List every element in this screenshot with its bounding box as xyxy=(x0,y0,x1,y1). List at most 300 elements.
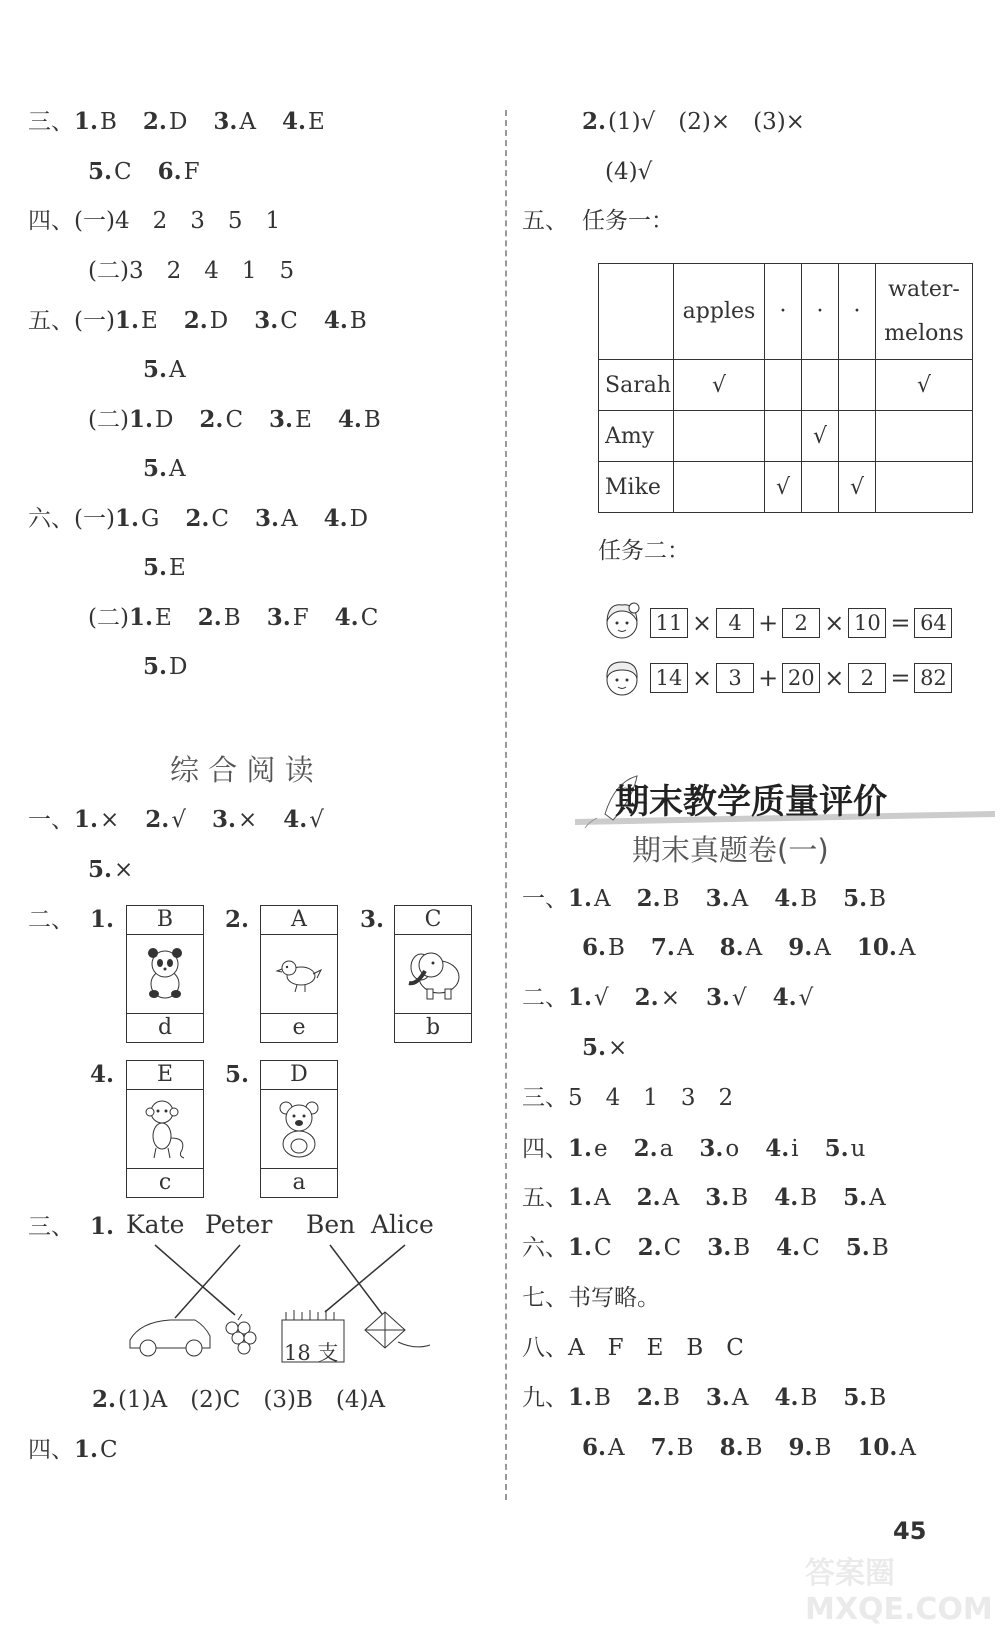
match-line xyxy=(330,1245,385,1318)
question-number: 1. xyxy=(74,806,99,833)
question-number: 2. xyxy=(185,505,210,532)
question-number: 5. xyxy=(845,1234,870,1261)
pencil-box-label: 18 支 xyxy=(284,1341,339,1365)
car-icon xyxy=(130,1320,210,1356)
question-number: 3. xyxy=(266,604,291,631)
section-banner xyxy=(575,770,995,830)
q-si-last xyxy=(28,1435,118,1465)
question-number: 1. xyxy=(114,505,139,532)
question-number: 2. xyxy=(636,1184,661,1211)
question-number: 2. xyxy=(636,1384,661,1411)
section-label: 六、 xyxy=(28,506,74,532)
answer-value: B xyxy=(223,605,241,631)
r-liu-row xyxy=(522,1233,889,1263)
answer-value: B xyxy=(676,1435,694,1461)
sub-part-label: (二) xyxy=(88,407,129,433)
answer-value: A xyxy=(745,935,763,961)
column-divider xyxy=(505,110,507,1500)
answer-value: × xyxy=(114,857,134,883)
question-number: 4. xyxy=(283,806,308,833)
table-cell xyxy=(802,360,839,411)
q-liu-row3 xyxy=(88,603,378,633)
answer-value: B xyxy=(733,1235,751,1261)
picture-card-4 xyxy=(126,1060,204,1198)
question-number: 1. xyxy=(568,1234,593,1261)
section-label: 三、 xyxy=(28,109,74,135)
match-num: 1. xyxy=(90,1213,115,1240)
question-number: 4. xyxy=(282,108,307,135)
section-label: 五、 xyxy=(522,1185,568,1211)
question-number: 2. xyxy=(636,885,661,912)
question-number: 2. xyxy=(637,1234,662,1261)
card-bottom-letter: e xyxy=(261,1013,337,1042)
answer-value: C xyxy=(360,605,379,631)
picture-card-3 xyxy=(394,905,472,1043)
question-number: 4. xyxy=(337,406,362,433)
answer-value: A xyxy=(280,506,298,532)
task2-label: 任务二： xyxy=(598,538,690,564)
r-ba-row xyxy=(522,1333,744,1363)
answer-value: D xyxy=(168,109,188,135)
q-san-2 xyxy=(92,1385,385,1415)
r-jiu-row1 xyxy=(522,1383,886,1413)
banner-title: 期末教学质量评价 xyxy=(615,782,887,822)
answer-value: E xyxy=(154,605,172,631)
answer-value: B xyxy=(869,886,887,912)
eq-box: 2 xyxy=(782,608,820,638)
answer-value: √ xyxy=(309,807,324,833)
card-num-4: 4. xyxy=(90,1061,115,1088)
question-number: 2. xyxy=(197,604,222,631)
answer-text: (1)√ (2)× (3)× xyxy=(608,109,805,135)
section-label: 五、 xyxy=(28,308,74,334)
question-number: 7. xyxy=(650,934,675,961)
answer-value: o xyxy=(725,1136,740,1162)
section-label: 七、 xyxy=(522,1285,568,1311)
answer-value: B xyxy=(363,407,381,433)
table-cell: √ xyxy=(802,411,839,462)
question-number: 5. xyxy=(824,1135,849,1162)
answer-text: 5 4 1 3 2 xyxy=(568,1085,734,1111)
table-cell xyxy=(876,462,973,513)
q-yi-row2 xyxy=(88,855,133,885)
page-number: 45 xyxy=(893,1517,927,1545)
q-wu-row1 xyxy=(28,306,367,336)
sub-part-label: (二) xyxy=(88,605,129,631)
answer-value: × xyxy=(237,807,258,833)
elephant-icon xyxy=(401,945,465,1003)
question-number: 1. xyxy=(74,108,99,135)
equation-boy xyxy=(598,654,952,702)
question-number: 1. xyxy=(568,885,593,912)
card-top-letter: E xyxy=(127,1061,203,1090)
answer-value: √ xyxy=(171,807,186,833)
card-top-letter: C xyxy=(395,906,471,935)
question-number: 4. xyxy=(323,307,348,334)
question-number: 5. xyxy=(88,158,113,185)
eq-box: 2 xyxy=(848,663,886,693)
q-san-row1 xyxy=(28,107,325,137)
eq-operator: = xyxy=(890,609,911,637)
card-top-letter: B xyxy=(127,906,203,935)
question-number: 8. xyxy=(719,1434,744,1461)
answer-text: (1)A (2)C (3)B (4)A xyxy=(118,1387,386,1413)
section-title: 综 合 阅 读 xyxy=(170,753,314,787)
answer-value: √ xyxy=(731,985,747,1011)
table-cell xyxy=(839,411,876,462)
match-line xyxy=(155,1245,235,1315)
table-row xyxy=(599,411,973,462)
eq-box: 82 xyxy=(914,663,952,693)
answer-value: × xyxy=(100,807,120,833)
equation-girl xyxy=(598,599,952,647)
answer-value: A xyxy=(898,935,916,961)
eq-operator: + xyxy=(758,664,779,692)
r-q2-row1 xyxy=(582,107,805,137)
answer-value: A xyxy=(676,935,694,961)
table-cell xyxy=(674,411,765,462)
question-number: 1. xyxy=(128,406,153,433)
answer-text: A F E B C xyxy=(568,1335,744,1361)
table-cell xyxy=(765,411,802,462)
section-label: 五、 xyxy=(522,208,568,234)
question-number: 4. xyxy=(334,604,359,631)
question-number: 5. xyxy=(143,455,168,482)
grapes-icon xyxy=(226,1314,256,1354)
answer-value: C xyxy=(225,407,244,433)
table-cell: √ xyxy=(765,462,802,513)
question-number: 4. xyxy=(774,1384,799,1411)
question-number: 9. xyxy=(788,934,813,961)
answer-value: F xyxy=(292,605,309,631)
question-number: 10. xyxy=(856,934,897,961)
q-liu-row4 xyxy=(143,652,187,682)
question-number: 1. xyxy=(128,604,153,631)
q-yi-row1 xyxy=(28,805,324,835)
name-alice: Alice xyxy=(371,1210,434,1239)
answer-value: A xyxy=(814,935,831,961)
card-bottom-letter: c xyxy=(127,1168,203,1197)
card-num-3: 3. xyxy=(360,906,385,933)
question-number: 2. xyxy=(92,1386,117,1413)
picture-card-1 xyxy=(126,905,204,1043)
table-row xyxy=(599,462,973,513)
bear-icon xyxy=(272,1100,326,1158)
card-top-letter: A xyxy=(261,906,337,935)
r-jiu-row2 xyxy=(582,1433,916,1463)
task1-label: 任务一： xyxy=(582,208,674,234)
table-header-cell: · xyxy=(802,264,839,360)
question-number: 2. xyxy=(145,806,170,833)
answer-value: × xyxy=(608,1035,628,1061)
answer-value: A xyxy=(869,1185,886,1211)
question-number: 3. xyxy=(254,307,279,334)
q-si-row1 xyxy=(28,206,280,236)
card-num-2: 2. xyxy=(225,906,250,933)
card-bottom-letter: d xyxy=(127,1013,203,1042)
r-q2-row2: (4)√ xyxy=(605,159,653,185)
question-number: 3. xyxy=(707,1234,732,1261)
table-header-row xyxy=(599,264,973,360)
eq-operator: × xyxy=(692,664,713,692)
eq-operator: × xyxy=(824,664,845,692)
question-number: 1. xyxy=(568,1135,593,1162)
eq-box: 4 xyxy=(716,608,754,638)
picture-card-5 xyxy=(260,1060,338,1198)
question-number: 3. xyxy=(705,885,730,912)
question-number: 4. xyxy=(776,1234,801,1261)
question-number: 1. xyxy=(568,984,593,1011)
r-san-row xyxy=(522,1083,733,1113)
answer-value: B xyxy=(662,1385,680,1411)
question-number: 2. xyxy=(582,108,607,135)
answer-value: A xyxy=(608,1435,625,1461)
q-san-row2 xyxy=(88,157,200,187)
question-number: 3. xyxy=(705,1384,730,1411)
r-yi-row1 xyxy=(522,884,886,914)
answer-value: B xyxy=(608,935,625,961)
q-wu-row2 xyxy=(143,355,186,385)
question-number: 6. xyxy=(582,934,607,961)
answer-value: u xyxy=(850,1136,866,1162)
girl-icon xyxy=(598,599,646,647)
answer-value: C xyxy=(594,1235,612,1261)
question-number: 3. xyxy=(699,1135,724,1162)
table-cell xyxy=(765,360,802,411)
answer-value: B xyxy=(662,886,680,912)
match-line xyxy=(175,1245,240,1318)
section-label: 二、 xyxy=(522,985,568,1011)
question-number: 5. xyxy=(143,554,168,581)
row-name: Amy xyxy=(599,411,674,462)
r-si-row xyxy=(522,1134,865,1164)
answer-text: C xyxy=(100,1437,118,1463)
question-number: 2. xyxy=(633,1135,658,1162)
question-number: 10. xyxy=(857,1434,898,1461)
answer-value: E xyxy=(295,407,312,433)
question-number: 3. xyxy=(213,108,238,135)
answer-value: a xyxy=(659,1136,674,1162)
question-number: 4. xyxy=(772,984,797,1011)
answer-value: A xyxy=(731,886,749,912)
table-header-cell: · xyxy=(765,264,802,360)
name-kate: Kate xyxy=(126,1210,185,1239)
sub-part-label: (一) xyxy=(74,308,115,334)
question-number: 7. xyxy=(650,1434,675,1461)
answer-value: √ xyxy=(798,985,814,1011)
table-cell xyxy=(674,462,765,513)
answer-value: D xyxy=(349,506,369,532)
answer-value: B xyxy=(800,1385,818,1411)
row-name: Mike xyxy=(599,462,674,513)
answer-value: A xyxy=(662,1185,680,1211)
question-number: 3. xyxy=(705,1184,730,1211)
question-number: 5. xyxy=(843,885,868,912)
table-header-cell xyxy=(599,264,674,360)
section-label: 四、 xyxy=(28,208,74,234)
card-top-letter: D xyxy=(261,1061,337,1090)
answer-value: A xyxy=(239,109,257,135)
question-number: 2. xyxy=(634,984,659,1011)
answer-value: B xyxy=(349,308,367,334)
table-row xyxy=(599,360,973,411)
question-number: 1. xyxy=(568,1184,593,1211)
r-qi-row xyxy=(522,1283,660,1313)
eq-box: 20 xyxy=(782,663,820,693)
q-liu-row2 xyxy=(143,553,186,583)
boy-icon xyxy=(598,654,646,702)
section-label: 一、 xyxy=(522,886,568,912)
question-number: 2. xyxy=(142,108,167,135)
section-label: 九、 xyxy=(522,1385,568,1411)
answer-value: B xyxy=(871,1235,889,1261)
question-number: 5. xyxy=(843,1384,868,1411)
answer-value: D xyxy=(154,407,174,433)
answer-text: (一)4 2 3 5 1 xyxy=(74,208,281,234)
card-num-5: 5. xyxy=(225,1061,250,1088)
r-er-row1 xyxy=(522,983,813,1013)
kite-icon xyxy=(365,1312,430,1348)
answer-value: D xyxy=(169,654,188,680)
r-wu-row2 xyxy=(522,1183,886,1213)
eq-box: 64 xyxy=(914,608,952,638)
answer-value: B xyxy=(745,1435,763,1461)
question-number: 2. xyxy=(183,307,208,334)
eq-box: 3 xyxy=(716,663,754,693)
picture-card-2 xyxy=(260,905,338,1043)
eq-box: 11 xyxy=(650,608,688,638)
r-yi-row2 xyxy=(582,933,915,963)
eq-box: 10 xyxy=(848,608,886,638)
section-label: 三、 xyxy=(522,1085,568,1111)
q-wu-row4 xyxy=(143,454,186,484)
r-wu-row xyxy=(522,206,674,236)
q-wu-row3 xyxy=(88,405,381,435)
section-label: 八、 xyxy=(522,1335,568,1361)
table-cell: √ xyxy=(674,360,765,411)
question-number: 3. xyxy=(269,406,294,433)
eq-operator: × xyxy=(692,609,713,637)
answer-value: C xyxy=(663,1235,682,1261)
table-cell: √ xyxy=(876,360,973,411)
exam-title: 期末真题卷(一) xyxy=(632,833,829,867)
answer-value: A xyxy=(731,1385,749,1411)
answer-text: (二)3 2 4 1 5 xyxy=(88,258,295,284)
answer-value: B xyxy=(731,1185,749,1211)
answer-value: C xyxy=(802,1235,820,1261)
answer-value: B xyxy=(869,1385,887,1411)
answer-value: × xyxy=(660,985,680,1011)
answer-value: C xyxy=(114,159,132,185)
table-cell xyxy=(839,360,876,411)
table-header-cell: · xyxy=(839,264,876,360)
question-number: 1. xyxy=(74,1436,99,1463)
answer-value: A xyxy=(899,1435,917,1461)
question-number: 6. xyxy=(157,158,182,185)
answer-value: D xyxy=(209,308,229,334)
monkey-icon xyxy=(140,1098,190,1160)
question-number: 5. xyxy=(143,653,168,680)
answer-value: B xyxy=(594,1385,611,1411)
eq-box: 14 xyxy=(650,663,688,693)
answer-value: e xyxy=(594,1136,608,1162)
q-er-label: 二、 xyxy=(28,907,74,933)
answer-value: i xyxy=(791,1136,799,1162)
question-number: 4. xyxy=(765,1135,790,1162)
answer-value: A xyxy=(169,456,186,482)
question-number: 5. xyxy=(88,856,113,883)
section-label: 六、 xyxy=(522,1235,568,1261)
question-number: 1. xyxy=(568,1384,593,1411)
answer-value: C xyxy=(211,506,229,532)
table-cell xyxy=(876,411,973,462)
question-number: 5. xyxy=(582,1034,607,1061)
question-number: 1. xyxy=(114,307,139,334)
eq-operator: + xyxy=(758,609,779,637)
q-liu-row1 xyxy=(28,504,368,534)
q-si-row2 xyxy=(88,256,294,286)
question-number: 4. xyxy=(774,1184,799,1211)
answer-value: C xyxy=(280,308,298,334)
answer-value: E xyxy=(169,555,186,581)
answer-value: F xyxy=(183,159,200,185)
answer-value: G xyxy=(140,506,160,532)
section-label: 四、 xyxy=(28,1437,74,1463)
name-ben: Ben xyxy=(306,1210,356,1239)
r-er-row2 xyxy=(582,1033,627,1063)
table-cell: √ xyxy=(839,462,876,513)
fruit-table xyxy=(598,263,973,513)
question-number: 3. xyxy=(705,984,730,1011)
answer-value: B xyxy=(800,1185,818,1211)
question-number: 3. xyxy=(211,806,236,833)
row-name: Sarah xyxy=(599,360,674,411)
name-peter: Peter xyxy=(205,1210,273,1239)
question-number: 6. xyxy=(582,1434,607,1461)
question-number: 5. xyxy=(843,1184,868,1211)
q-san-label: 三、 xyxy=(28,1214,74,1240)
answer-value: A xyxy=(594,886,611,912)
answer-value: B xyxy=(814,1435,832,1461)
answer-value: B xyxy=(100,109,117,135)
section-label: 一、 xyxy=(28,807,74,833)
section-label: 四、 xyxy=(522,1136,568,1162)
bird-icon xyxy=(275,954,323,994)
watermark: 答案圈 MXQE.COM xyxy=(805,1556,993,1627)
table-header-cell: water- melons xyxy=(876,264,973,360)
answer-value: B xyxy=(800,886,818,912)
answer-value: A xyxy=(594,1185,611,1211)
card-num-1: 1. xyxy=(90,906,115,933)
question-number: 4. xyxy=(774,885,799,912)
answer-value: E xyxy=(140,308,158,334)
answer-value: E xyxy=(308,109,325,135)
eq-operator: = xyxy=(890,664,911,692)
answer-value: A xyxy=(169,357,186,383)
card-bottom-letter: b xyxy=(395,1013,471,1042)
panda-icon xyxy=(140,946,190,1002)
question-number: 8. xyxy=(719,934,744,961)
question-number: 5. xyxy=(143,356,168,383)
question-number: 3. xyxy=(254,505,279,532)
question-number: 4. xyxy=(323,505,348,532)
question-number: 9. xyxy=(788,1434,813,1461)
eq-operator: × xyxy=(824,609,845,637)
table-cell xyxy=(802,462,839,513)
question-number: 2. xyxy=(199,406,224,433)
card-bottom-letter: a xyxy=(261,1168,337,1197)
table-header-cell: apples xyxy=(674,264,765,360)
